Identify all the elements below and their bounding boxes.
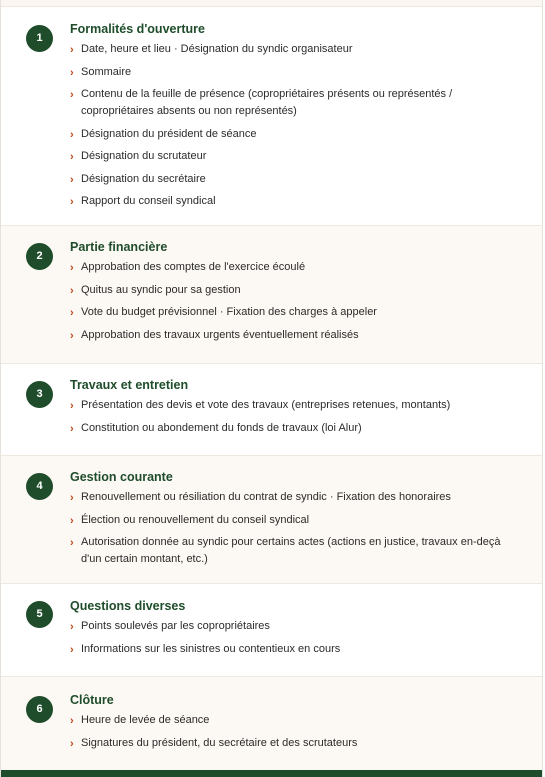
list-item <box>70 489 518 506</box>
step-number-badge: 6 <box>26 696 53 723</box>
section-item-list <box>70 712 518 757</box>
list-item-text: Quitus au syndic pour sa gestion <box>81 283 241 296</box>
list-item-text: Informations sur les sinistres ou contentieux en cours <box>81 642 341 655</box>
list-item-text: Sommaire <box>81 65 132 78</box>
section-title: Questions diverses <box>70 599 186 613</box>
step-number-badge: 2 <box>26 243 53 270</box>
agenda-section-4 <box>1 456 542 584</box>
step-number-badge: 5 <box>26 601 53 628</box>
step-number-badge: 1 <box>26 25 53 52</box>
section-item-list <box>70 41 518 216</box>
list-item <box>70 282 518 299</box>
footer-bar <box>1 770 542 777</box>
list-item-text: Vote du budget prévisionnel · Fixation des charges à appeler <box>81 306 377 318</box>
list-item-text: Rapport du conseil syndical <box>81 195 216 207</box>
section-item-list <box>70 489 518 574</box>
chevron-right-icon: › <box>70 284 74 297</box>
section-item-list <box>70 259 518 349</box>
list-item-text: Approbation des travaux urgents éventuellement réalisés <box>81 328 359 341</box>
list-item-text: Désignation du président de séance <box>81 127 257 140</box>
list-item-text: Désignation du secrétaire <box>81 172 206 185</box>
chevron-right-icon: › <box>70 715 74 727</box>
list-item <box>70 148 518 165</box>
list-item-text: Constitution ou abondement du fonds de travaux (loi Alur) <box>81 421 362 434</box>
list-item-text: Heure de levée de séance <box>81 714 210 726</box>
section-item-list <box>70 618 518 663</box>
list-item <box>70 41 518 58</box>
section-title: Partie financière <box>70 240 168 254</box>
list-item-text: Date, heure et lieu · Désignation du syndic organisateur <box>81 43 353 55</box>
list-item <box>70 304 518 321</box>
step-number-badge: 4 <box>26 473 53 500</box>
chevron-right-icon: › <box>70 128 74 141</box>
list-item <box>70 64 518 81</box>
list-item <box>70 171 518 188</box>
section-title: Gestion courante <box>70 470 173 484</box>
list-item <box>70 534 518 568</box>
list-item <box>70 618 518 635</box>
list-item <box>70 126 518 143</box>
chevron-right-icon: › <box>70 44 74 56</box>
agenda-section-5 <box>1 584 542 677</box>
list-item-text: Approbation des comptes de l'exercice écoulé <box>81 261 306 273</box>
list-item-text: Élection ou renouvellement du conseil syndical <box>81 513 310 526</box>
list-item-text: Contenu de la feuille de présence (copropriétaires présents ou représentés / copropriétaires absents ou non représentés) <box>81 88 453 117</box>
agenda-section-6 <box>1 677 542 770</box>
step-number-badge: 3 <box>26 381 53 408</box>
section-title: Formalités d'ouverture <box>70 22 205 36</box>
list-item <box>70 512 518 529</box>
agenda-section-1 <box>1 7 542 226</box>
chevron-right-icon: › <box>70 173 74 186</box>
list-item-text: Signatures du président, du secrétaire et des scrutateurs <box>81 736 358 749</box>
list-item-text: Présentation des devis et vote des travaux (entreprises retenues, montants) <box>81 399 451 411</box>
chevron-right-icon: › <box>70 66 74 79</box>
list-item-text: Renouvellement ou résiliation du contrat de syndic · Fixation des honoraires <box>81 491 451 503</box>
section-item-list <box>70 397 518 442</box>
chevron-right-icon: › <box>70 307 74 319</box>
chevron-right-icon: › <box>70 400 74 412</box>
list-item <box>70 397 518 414</box>
chevron-right-icon: › <box>70 196 74 208</box>
chevron-right-icon: › <box>70 329 74 342</box>
chevron-right-icon: › <box>70 262 74 274</box>
list-item-text: Autorisation donnée au syndic pour certains actes (actions en justice, travaux en-deçà d'un certain montant, etc.) <box>81 536 501 565</box>
list-item <box>70 193 518 210</box>
agenda-section-3 <box>1 364 542 456</box>
chevron-right-icon: › <box>70 643 74 656</box>
list-item <box>70 86 518 120</box>
list-item-text: Points soulevés par les copropriétaires <box>81 620 270 632</box>
list-item <box>70 735 518 752</box>
list-item <box>70 641 518 658</box>
list-item <box>70 259 518 276</box>
chevron-right-icon: › <box>70 492 74 504</box>
agenda-section-2 <box>1 226 542 364</box>
chevron-right-icon: › <box>70 422 74 435</box>
chevron-right-icon: › <box>70 514 74 527</box>
chevron-right-icon: › <box>70 151 74 163</box>
chevron-right-icon: › <box>70 537 74 549</box>
section-title: Clôture <box>70 693 114 707</box>
section-title: Travaux et entretien <box>70 378 189 392</box>
list-item-text: Désignation du scrutateur <box>81 150 207 162</box>
top-divider <box>1 0 542 7</box>
chevron-right-icon: › <box>70 621 74 633</box>
chevron-right-icon: › <box>70 89 74 101</box>
list-item <box>70 420 518 437</box>
list-item <box>70 712 518 729</box>
chevron-right-icon: › <box>70 737 74 750</box>
list-item <box>70 327 518 344</box>
